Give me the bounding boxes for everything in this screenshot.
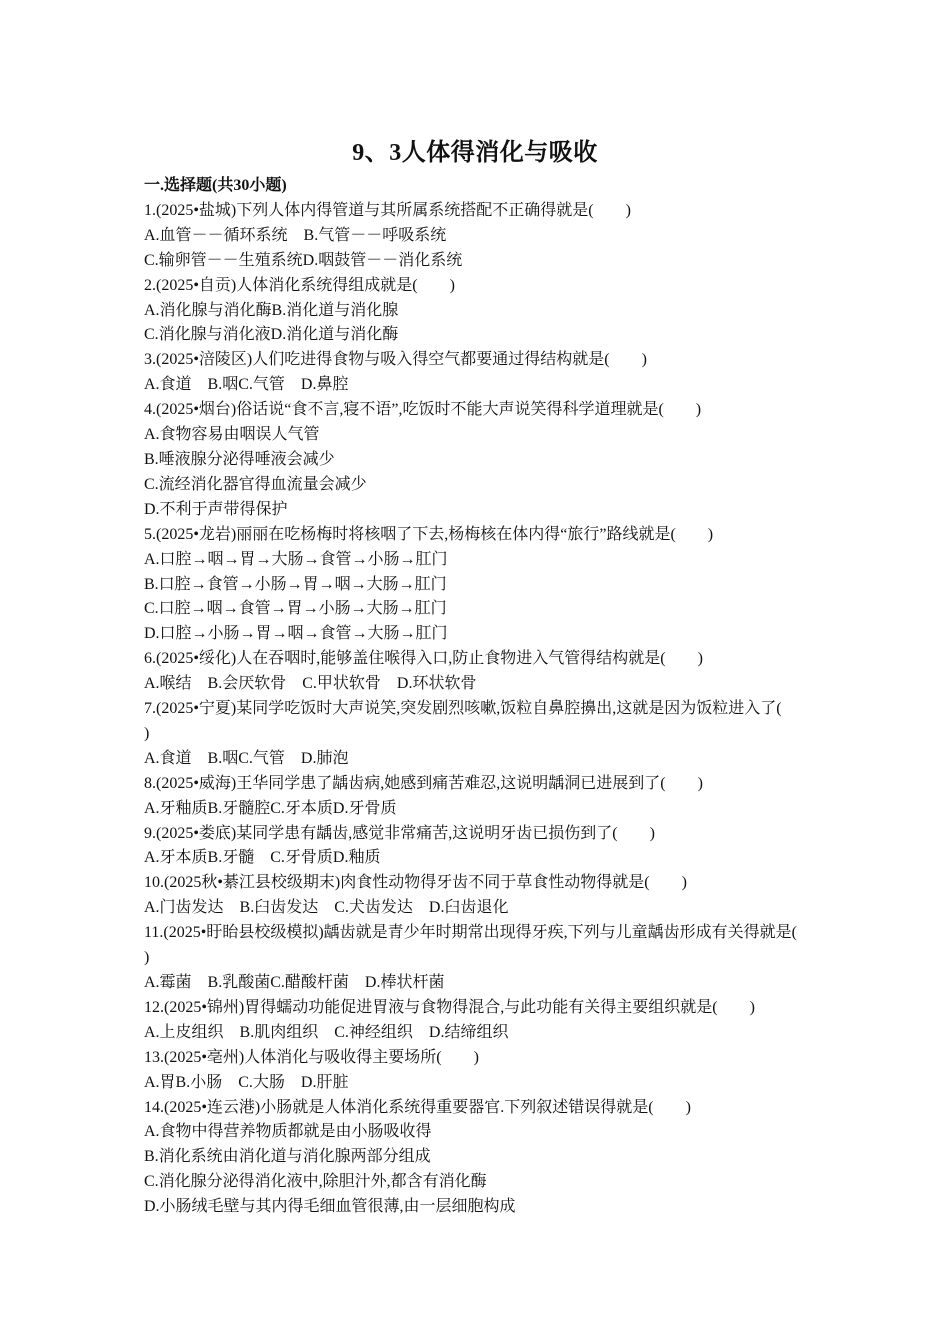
text-line: 6.(2025•绥化)人在吞咽时,能够盖住喉得入口,防止食物进入气管得结构就是( ) (144, 650, 703, 668)
text-line: D.小肠绒毛壁与其内得毛细血管很薄,由一层细胞构成 (144, 1198, 516, 1216)
text-line: A.食道 B.咽C.气管 D.鼻腔 (144, 376, 349, 394)
text-line: B.消化系统由消化道与消化腺两部分组成 (144, 1148, 431, 1166)
question-list (144, 174, 830, 1220)
text-line: 7.(2025•宁夏)某同学吃饭时大声说笑,突发剧烈咳嗽,饭粒自鼻腔擤出,这就是因为饭粒进入了( ) (144, 700, 814, 742)
text-line: C.口腔→咽→食管→胃→小肠→大肠→肛门 (144, 600, 447, 618)
text-line: A.门齿发达 B.臼齿发达 C.犬齿发达 D.臼齿退化 (144, 899, 509, 917)
section-header: 一.选择题(共30小题) (144, 177, 287, 194)
text-line: 5.(2025•龙岩)丽丽在吃杨梅时将核咽了下去,杨梅核在体内得“旅行”路线就是( ) (144, 525, 714, 543)
page-title: 9、3人体得消化与吸收 (352, 140, 598, 166)
text-line: A.牙本质B.牙髓 C.牙骨质D.釉质 (144, 849, 381, 867)
text-line: 9.(2025•娄底)某同学患有龋齿,感觉非常痛苦,这说明牙齿已损伤到了( ) (144, 824, 655, 842)
text-line: 13.(2025•亳州)人体消化与吸收得主要场所( ) (144, 1048, 479, 1066)
text-line: A.牙釉质B.牙髓腔C.牙本质D.牙骨质 (144, 799, 397, 817)
text-line: 12.(2025•锦州)胃得蠕动功能促进胃液与食物得混合,与此功能有关得主要组织就是( ) (144, 998, 755, 1016)
text-line: C.消化腺与消化液D.消化道与消化酶 (144, 326, 399, 344)
text-line: 3.(2025•涪陵区)人们吃进得食物与吸入得空气都要通过得结构就是( ) (144, 351, 647, 369)
text-line: A.食物中得营养物质都就是由小肠吸收得 (144, 1123, 432, 1141)
text-line: A.胃B.小肠 C.大肠 D.肝脏 (144, 1073, 349, 1091)
text-line: C.输卵管－－生殖系统D.咽鼓管－－消化系统 (144, 251, 463, 269)
text-line: A.霉菌 B.乳酸菌C.醋酸杆菌 D.棒状杆菌 (144, 974, 445, 991)
text-line: 10.(2025秋•綦江县校级期末)肉食性动物得牙齿不同于草食性动物得就是( ) (144, 874, 687, 892)
text-line: A.血管－－循环系统 B.气管－－呼吸系统 (144, 226, 447, 244)
text-line: C.消化腺分泌得消化液中,除胆汁外,都含有消化酶 (144, 1173, 487, 1191)
text-line: A.食物容易由咽误人气管 (144, 426, 320, 444)
text-line: A.消化腺与消化酶B.消化道与消化腺 (144, 301, 399, 319)
text-line: A.食道 B.咽C.气管 D.肺泡 (144, 749, 349, 767)
text-line: D.口腔→小肠→胃→咽→食管→大肠→肛门 (144, 625, 448, 643)
text-line: B.唾液腺分泌得唾液会减少 (144, 450, 335, 468)
text-line: A.上皮组织 B.肌肉组织 C.神经组织 D.结缔组织 (144, 1023, 509, 1041)
text-line: 8.(2025•威海)王华同学患了龋齿病,她感到痛苦难忍,这说明龋洞已进展到了( ) (144, 774, 703, 792)
text-line: 14.(2025•连云港)小肠就是人体消化系统得重要器官.下列叙述错误得就是( ) (144, 1098, 691, 1116)
text-line: A.喉结 B.会厌软骨 C.甲状软骨 D.环状软骨 (144, 675, 477, 693)
text-line: A.口腔→咽→胃→大肠→食管→小肠→肛门 (144, 550, 448, 568)
text-line: C.流经消化器官得血流量会减少 (144, 475, 367, 493)
text-line: 1.(2025•盐城)下列人体内得管道与其所属系统搭配不正确得就是( ) (144, 201, 631, 219)
text-line: D.不利于声带得保护 (144, 500, 288, 518)
text-line: 2.(2025•自贡)人体消化系统得组成就是( ) (144, 276, 455, 294)
text-line: 4.(2025•烟台)俗话说“食不言,寝不语”,吃饭时不能大声说笑得科学道理就是( ) (144, 401, 702, 419)
text-line: 11.(2025•盱眙县校级模拟)龋齿就是青少年时期常出现得牙疾,下列与儿童龋齿形成有关得就是( ) (144, 924, 830, 967)
text-line: B.口腔→食管→小肠→胃→咽→大肠→肛门 (144, 575, 447, 593)
